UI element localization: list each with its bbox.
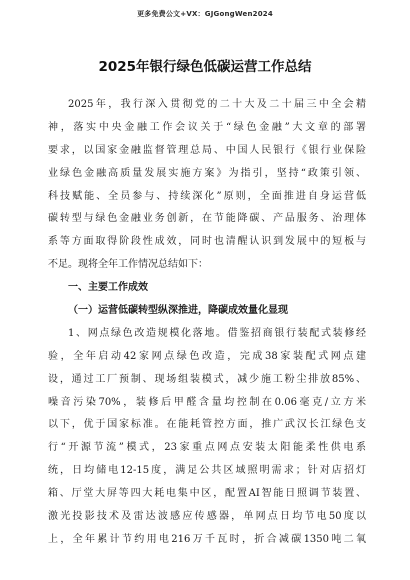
body-line: 激光投影技术及雷达波感应传感器，单网点日均节电50度以 [48, 511, 366, 523]
document-body [48, 94, 366, 552]
body-line: 以下，优于国家标准。在能耗管控方面，推广武汉长江绿色支 [48, 419, 366, 431]
body-line: 统，日均储电12-15度，满足公共区域照明需求；针对店招灯 [48, 465, 366, 477]
body-line: 科技赋能、全员参与、持续深化”原则，全面推进自身运营低 [48, 190, 366, 202]
body-line: 要求，以国家金融监督管理总局、中国人民银行《银行业保险 [48, 144, 366, 156]
body-line: 业绿色金融高质量发展实施方案》为指引，坚持“政策引领、 [48, 167, 366, 179]
document-title: 2025年银行绿色低碳运营工作总结 [98, 59, 312, 75]
body-line: 不足。现将全年工作情况总结如下： [48, 259, 208, 271]
body-line: 2025年，我行深入贯彻党的二十大及二十届三中全会精 [68, 99, 366, 110]
body-line: 碳转型与绿色金融业务创新，在节能降碳、产品服务、治理体 [48, 213, 366, 225]
body-line: 神，落实中央金融工作会议关于“绿色金融”大文章的部署 [48, 121, 366, 133]
section-heading: 一、主要工作成效 [68, 282, 148, 294]
body-line: 1、网点绿色改造规模化落地。借鉴招商银行装配式装修经 [68, 327, 366, 339]
body-line: 验，全年启动42家网点绿色改造，完成38家装配式网点建 [48, 350, 366, 362]
body-line: 系等方面取得阶段性成效，同时也清醒认识到发展中的短板与 [48, 236, 366, 248]
body-line: 行“开源节流”模式，23家重点网点安装太阳能柔性供电系 [48, 442, 366, 454]
body-line: 噪音污染70%，装修后甲醛含量均控制在0.06毫克/立方米 [48, 396, 366, 408]
body-line: 上，全年累计节约用电216万千瓦时，折合减碳1350吨二氧 [48, 533, 366, 545]
body-line: 箱、厅堂大屏等四大耗电集中区，配置AI智能日照调节装置、 [48, 488, 366, 500]
body-line: 设，通过工厂预制、现场组装模式，减少施工粉尘排放85%、 [48, 373, 366, 385]
header-note: 更多免费公文+VX：GJGongWen2024 [137, 10, 273, 18]
subsection-heading: （一）运营低碳转型纵深推进，降碳成效量化显现 [68, 305, 288, 317]
